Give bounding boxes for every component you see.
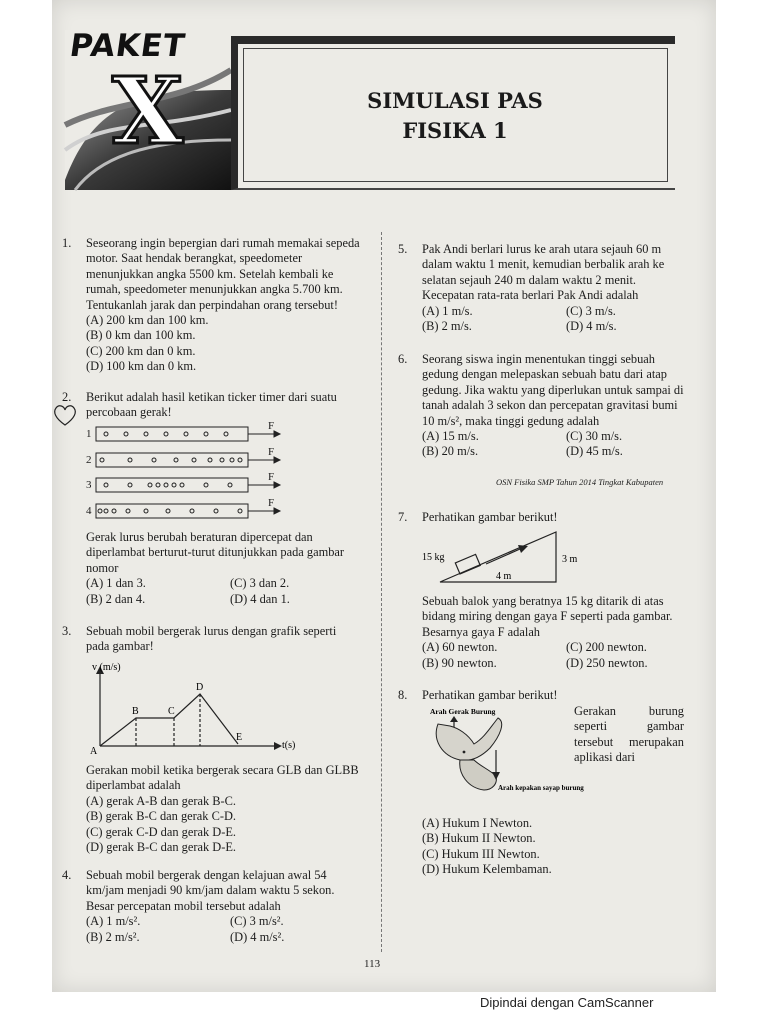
question-stem: Seseorang ingin bepergian dari rumah memakai sepeda motor. Saat hendak berangkat, speedometer menunjukkan angka 5500 km. Setelah kembali ke rumah, speedometer menunjukkan angka 5.700 km. Tentukanlah jarak dan perpindahan orang tersebut!	[86, 236, 360, 312]
option-d: (D) 250 newton.	[566, 655, 648, 670]
graph-xlabel: t(s)	[282, 740, 296, 751]
option-c: (C) 3 dan 2.	[230, 576, 290, 591]
question-number: 8.	[398, 688, 408, 702]
velocity-time-graph	[84, 660, 294, 760]
option-b: (B) 0 km dan 100 km.	[86, 328, 196, 343]
paket-number: X	[112, 57, 184, 165]
question-stem: Sebuah mobil bergerak lurus dengan grafik seperti pada gambar!	[86, 624, 337, 654]
page-number: 113	[364, 958, 381, 970]
graph-point-a: A	[90, 746, 98, 757]
option-c: (C) 3 m/s².	[230, 914, 284, 929]
option-a: (A) 1 m/s.	[422, 303, 473, 318]
option-d: (D) 4 dan 1.	[230, 591, 290, 606]
option-d: (D) 4 m/s².	[230, 929, 285, 944]
question-source: OSN Fisika SMP Tahun 2014 Tingkat Kabupaten	[496, 477, 664, 487]
bird-figure	[428, 704, 584, 804]
question-number: 6.	[398, 352, 408, 366]
option-a: (A) 60 newton.	[422, 640, 498, 655]
option-b: (B) 2 m/s.	[422, 319, 472, 334]
title-line-2: FISIKA 1	[402, 118, 508, 143]
force-label: F	[268, 471, 275, 483]
page-title	[330, 86, 580, 146]
force-label: F	[268, 420, 275, 432]
question-stem-2: Gerakan burung seperti gambar tersebut merupakan aplikasi dari	[574, 704, 684, 765]
option-c: (C) 200 newton.	[566, 640, 647, 655]
option-c: (C) 30 m/s.	[566, 429, 623, 444]
option-b: (B) 20 m/s.	[422, 444, 479, 459]
wing-flap-label: Arah kepakan sayap burung	[498, 784, 584, 792]
option-a: (A) 15 m/s.	[422, 429, 479, 444]
option-b: (B) Hukum II Newton.	[422, 831, 536, 846]
question-stem: Pak Andi berlari lurus ke arah utara sejauh 60 m dalam waktu 1 menit, kemudian berbalik arah ke selatan sejauh 240 m dalam waktu 2 menit. Kecepatan rata-rata berlari Pak Andi adalah	[422, 242, 665, 303]
option-c: (C) 3 m/s.	[566, 303, 616, 318]
question-number: 3.	[62, 624, 72, 638]
option-c: (C) gerak C-D dan gerak D-E.	[86, 824, 237, 839]
question-stem-2: Gerakan mobil ketika bergerak secara GLB dan GLBB diperlambat adalah	[86, 763, 359, 793]
paket-label: PAKET	[67, 28, 188, 64]
ticker-row-label: 4	[86, 505, 92, 517]
base-label: 4 m	[496, 571, 512, 582]
ticker-row-label: 1	[86, 428, 92, 440]
option-a: (A) 1 m/s².	[86, 914, 141, 929]
scanner-watermark: Dipindai dengan CamScanner	[480, 995, 654, 1010]
question-number: 7.	[398, 510, 408, 524]
option-d: (D) 45 m/s.	[566, 444, 623, 459]
option-a: (A) gerak A-B dan gerak B-C.	[86, 793, 237, 808]
question-number: 4.	[62, 868, 72, 882]
graph-point-e: E	[236, 732, 243, 743]
option-c: (C) 200 km dan 0 km.	[86, 343, 196, 358]
question-stem-2: Sebuah balok yang beratnya 15 kg ditarik di atas bidang miring dengan gaya F seperti pada gambar. Besarnya gaya F adalah	[422, 594, 673, 639]
ticker-row-label: 3	[86, 479, 92, 491]
question-stem-2: Gerak lurus berubah beraturan dipercepat dan diperlambat berturut-turut ditunjukkan pada gambar nomor	[86, 530, 345, 575]
force-label: F	[268, 497, 275, 509]
graph-point-d: D	[196, 682, 204, 693]
option-b: (B) 90 newton.	[422, 655, 497, 670]
ticker-tapes	[94, 424, 284, 524]
option-d: (D) 100 km dan 0 km.	[86, 359, 197, 374]
graph-point-c: C	[168, 706, 175, 717]
inclined-plane-figure	[420, 530, 600, 586]
column-divider	[381, 232, 382, 952]
option-c: (C) Hukum III Newton.	[422, 846, 540, 861]
force-label: F	[268, 446, 275, 458]
mass-label: 15 kg	[422, 552, 445, 563]
option-a: (A) Hukum I Newton.	[422, 816, 533, 830]
option-d: (D) 4 m/s.	[566, 319, 617, 334]
graph-ylabel: v (m/s)	[92, 662, 121, 673]
option-a: (A) 1 dan 3.	[86, 576, 146, 591]
question-stem: Perhatikan gambar berikut!	[422, 688, 558, 702]
question-stem: Berikut adalah hasil ketikan ticker timer dari suatu percobaan gerak!	[86, 390, 337, 420]
option-d: (D) gerak B-C dan gerak D-E.	[86, 840, 237, 855]
height-label: 3 m	[562, 554, 578, 565]
question-stem: Perhatikan gambar berikut!	[422, 510, 558, 524]
bird-direction-label: Arah Gerak Burung	[430, 707, 496, 716]
option-b: (B) gerak B-C dan gerak C-D.	[86, 809, 237, 824]
option-b: (B) 2 m/s².	[86, 929, 140, 944]
question-8-side-text	[574, 704, 684, 766]
option-d: (D) Hukum Kelembaman.	[422, 862, 552, 877]
ticker-row-label: 2	[86, 454, 92, 466]
option-a: (A) 200 km dan 100 km.	[86, 313, 209, 328]
question-stem: Sebuah mobil bergerak dengan kelajuan awal 54 km/jam menjadi 90 km/jam dalam waktu 5 sekon. Besar percepatan mobil tersebut adalah	[86, 868, 335, 913]
title-line-1: SIMULASI PAS	[367, 88, 543, 113]
question-number: 2.	[62, 390, 72, 404]
graph-point-b: B	[132, 706, 139, 717]
option-b: (B) 2 dan 4.	[86, 591, 146, 606]
question-stem: Seorang siswa ingin menentukan tinggi sebuah gedung dengan melepaskan sebuah batu dari atap gedung. Jika waktu yang diperlukan untuk sampai di tanah adalah 3 sekon dan percepatan gravitasi bumi 10 m/s², maka tinggi gedung adalah	[422, 352, 684, 428]
question-number: 1.	[62, 236, 72, 250]
heart-icon	[52, 402, 78, 428]
question-number: 5.	[398, 242, 408, 256]
